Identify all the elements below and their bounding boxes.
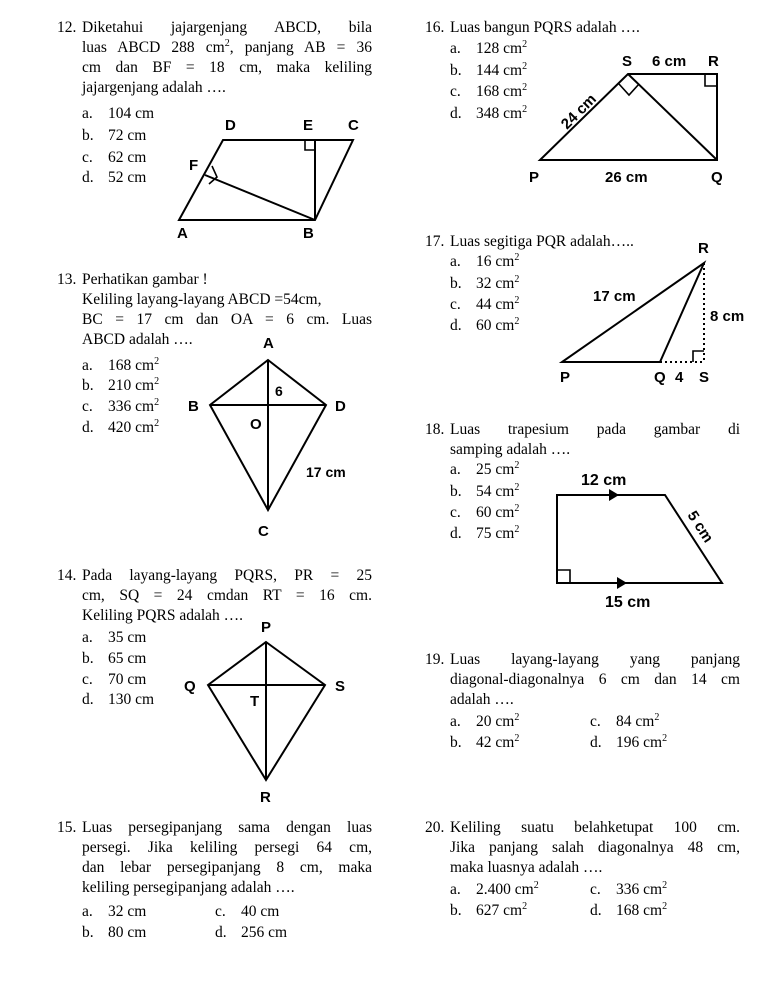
- question-number: 15.: [57, 819, 77, 836]
- option-letter: d.: [215, 924, 227, 941]
- right-angle-bottom-left: [557, 570, 570, 583]
- option-c: [215, 902, 279, 922]
- option-a: [82, 628, 146, 648]
- vertex-a: A: [263, 335, 274, 352]
- question-number: 20.: [425, 819, 445, 836]
- option-d: [450, 104, 527, 124]
- parallelogram-outline: [179, 140, 353, 220]
- option-letter: c.: [450, 83, 461, 100]
- label-pq: 26 cm: [605, 169, 648, 186]
- option-text: 32 $cm^2$: [476, 273, 520, 292]
- vertex-c: C: [258, 523, 269, 540]
- option-b: [82, 376, 159, 396]
- vertex-p: P: [529, 169, 540, 186]
- height-line-bf: [205, 175, 315, 220]
- option-b: [450, 482, 519, 502]
- option-text: 627 $cm^2$: [476, 900, 528, 919]
- option-d: [590, 901, 667, 921]
- option-c: [590, 712, 659, 732]
- option-letter: c.: [590, 713, 601, 730]
- trapezoid-figure: [545, 465, 755, 615]
- kite-figure-abcd: [180, 330, 360, 545]
- question-number: 13.: [57, 271, 77, 288]
- vertex-b: B: [303, 225, 314, 242]
- label-ps: 24 cm: [557, 90, 600, 133]
- option-letter: d.: [590, 902, 602, 919]
- stem-line: Keliling layang-layang ABCD =54cm,: [82, 291, 322, 308]
- option-text: 336 $cm^2$: [108, 396, 160, 415]
- option-letter: b.: [450, 62, 462, 79]
- option-d: [450, 316, 519, 336]
- diagonal-qs: [628, 74, 717, 160]
- option-b: [82, 649, 146, 669]
- option-text: 256 cm: [241, 924, 288, 941]
- option-letter: b.: [450, 483, 462, 500]
- option-letter: a.: [450, 881, 461, 898]
- vertex-s: S: [699, 369, 710, 386]
- label-top: 12 cm: [581, 472, 627, 489]
- option-text: 144 $cm^2$: [476, 60, 528, 79]
- question-15: [57, 818, 377, 948]
- stem-line: Luas layang-layang yang panjang: [450, 651, 740, 668]
- option-text: 75 $cm^2$: [476, 523, 520, 542]
- stem-line: keliling persegipanjang adalah ….: [82, 879, 295, 896]
- option-a: [450, 880, 539, 900]
- stem-line: cm dan BF = 18 cm, maka keliling: [82, 59, 372, 76]
- stem-line: Keliling PQRS adalah ….: [82, 607, 244, 624]
- option-letter: d.: [82, 419, 94, 436]
- option-d: [215, 923, 287, 943]
- option-text: 60 $cm^2$: [476, 315, 520, 334]
- option-text: 104 cm: [108, 105, 155, 122]
- vertex-r: R: [260, 789, 271, 806]
- vertex-b: B: [188, 398, 199, 415]
- option-letter: c.: [450, 296, 461, 313]
- option-text: 80 cm: [108, 924, 147, 941]
- stem-line: samping adalah ….: [450, 441, 571, 458]
- option-a: [450, 712, 519, 732]
- vertex-d: D: [335, 398, 346, 415]
- option-d: [450, 524, 519, 544]
- label-pr: 17 cm: [593, 288, 636, 305]
- option-letter: a.: [450, 253, 461, 270]
- option-letter: b.: [82, 127, 94, 144]
- option-b: [450, 733, 519, 753]
- stem-line: diagonal-diagonalnya 6 cm dan 14 cm: [450, 671, 740, 688]
- option-letter: a.: [450, 713, 461, 730]
- option-text: 62 cm: [108, 149, 147, 166]
- option-text: 420 $cm^2$: [108, 417, 160, 436]
- vertex-p: P: [560, 369, 571, 386]
- option-letter: b.: [450, 275, 462, 292]
- question-stem: [450, 818, 740, 878]
- option-c: [82, 148, 146, 168]
- question-19: [425, 650, 745, 760]
- stem-line: jajargenjang adalah ….: [82, 79, 226, 96]
- vertex-q: Q: [654, 369, 666, 386]
- option-letter: c.: [82, 398, 93, 415]
- option-letter: d.: [450, 317, 462, 334]
- option-text: 210 $cm^2$: [108, 375, 160, 394]
- stem-line: Luas trapesium pada gambar di: [450, 421, 740, 438]
- center-o: O: [250, 416, 262, 433]
- option-text: 65 cm: [108, 650, 147, 667]
- stem-line: Luas persegipanjang sama dengan luas: [82, 819, 372, 836]
- stem-line: cm, SQ = 24 cmdan RT = 16 cm.: [82, 587, 372, 604]
- option-d: [82, 168, 146, 188]
- option-a: [450, 252, 519, 272]
- question-stem: [450, 18, 740, 38]
- option-letter: b.: [82, 924, 94, 941]
- option-text: 20 $cm^2$: [476, 711, 520, 730]
- question-stem: [450, 420, 740, 460]
- option-letter: d.: [590, 734, 602, 751]
- label-qs: 4: [675, 369, 684, 386]
- option-d: [590, 733, 667, 753]
- stem-line: Perhatikan gambar !: [82, 271, 208, 288]
- triangle-outline: [562, 263, 704, 362]
- stem-line: Jika panjang salah diagonalnya 48 cm,: [450, 839, 740, 856]
- stem-line: persegi. Jika keliling persegi 64 cm,: [82, 839, 372, 856]
- option-text: 54 $cm^2$: [476, 481, 520, 500]
- option-text: 60 $cm^2$: [476, 502, 520, 521]
- option-c: [82, 397, 159, 417]
- option-text: 25 $cm^2$: [476, 459, 520, 478]
- question-stem: [82, 18, 372, 98]
- option-letter: a.: [82, 357, 93, 374]
- option-letter: c.: [215, 903, 226, 920]
- option-text: 42 $cm^2$: [476, 732, 520, 751]
- vertex-d: D: [225, 117, 236, 134]
- option-d: [82, 690, 154, 710]
- option-letter: c.: [590, 881, 601, 898]
- option-b: [82, 126, 146, 146]
- question-stem: [450, 650, 740, 710]
- option-b: [82, 923, 146, 943]
- stem-line: luas ABCD 288 $cm^2$, panjang AB = 36: [82, 37, 372, 56]
- option-a: [450, 39, 527, 59]
- option-c: [450, 82, 527, 102]
- question-stem: [82, 818, 372, 898]
- option-letter: b.: [450, 902, 462, 919]
- triangle-pqr-figure: [550, 236, 762, 386]
- vertex-q: Q: [711, 169, 723, 186]
- vertex-f: F: [189, 157, 199, 174]
- stem-line: Diketahui jajargenjang ABCD, bila: [82, 19, 372, 36]
- option-letter: d.: [450, 525, 462, 542]
- option-letter: c.: [450, 504, 461, 521]
- option-a: [82, 104, 154, 124]
- option-a: [450, 460, 519, 480]
- stem-line: BC = 17 cm dan OA = 6 cm. Luas: [82, 311, 372, 328]
- stem-line: maka luasnya adalah ….: [450, 859, 603, 876]
- question-20: [425, 818, 745, 928]
- quadrilateral-pqrs-figure: [525, 50, 740, 195]
- option-text: 196 $cm^2$: [616, 732, 668, 751]
- option-a: [82, 902, 146, 922]
- option-text: 72 cm: [108, 127, 147, 144]
- vertex-q: Q: [184, 678, 196, 695]
- vertex-e: E: [303, 117, 314, 134]
- option-letter: b.: [82, 650, 94, 667]
- stem-line: Luas bangun PQRS adalah ….: [450, 19, 640, 36]
- option-b: [450, 61, 527, 81]
- option-text: 40 cm: [241, 903, 280, 920]
- option-letter: a.: [82, 629, 93, 646]
- option-letter: a.: [450, 461, 461, 478]
- arrow-bottom: [617, 577, 627, 589]
- option-text: 70 cm: [108, 671, 147, 688]
- question-number: 18.: [425, 421, 445, 438]
- right-angle-f: [209, 166, 217, 184]
- vertex-s: S: [622, 53, 633, 70]
- stem-line: Keliling suatu belahketupat 100 cm.: [450, 819, 740, 836]
- option-c: [450, 503, 519, 523]
- vertex-r: R: [708, 53, 719, 70]
- option-letter: b.: [450, 734, 462, 751]
- option-text: 44 $cm^2$: [476, 294, 520, 313]
- option-text: 52 cm: [108, 169, 147, 186]
- option-a: [82, 356, 159, 376]
- option-text: 128 $cm^2$: [476, 38, 528, 57]
- option-text: 168 $cm^2$: [616, 900, 668, 919]
- label-slant: 5 cm: [683, 507, 717, 546]
- question-number: 12.: [57, 19, 77, 36]
- option-text: 2.400 $cm^2$: [476, 879, 539, 898]
- kite-figure-pqrs: [180, 614, 360, 809]
- stem-line: dan lebar persegipanjang 8 cm, maka: [82, 859, 372, 876]
- option-text: 32 cm: [108, 903, 147, 920]
- vertex-p: P: [261, 619, 272, 636]
- option-letter: c.: [82, 671, 93, 688]
- option-b: [450, 274, 519, 294]
- option-letter: d.: [450, 105, 462, 122]
- option-letter: a.: [82, 105, 93, 122]
- option-letter: c.: [82, 149, 93, 166]
- option-d: [82, 418, 159, 438]
- right-angle-e: [305, 140, 315, 150]
- stem-line: Luas segitiga PQR adalah…..: [450, 233, 634, 250]
- option-letter: a.: [82, 903, 93, 920]
- option-text: 35 cm: [108, 629, 147, 646]
- question-number: 17.: [425, 233, 445, 250]
- label-bc: 17 cm: [306, 464, 346, 480]
- option-letter: d.: [82, 691, 94, 708]
- question-number: 19.: [425, 651, 445, 668]
- option-c: [590, 880, 667, 900]
- option-text: 16 $cm^2$: [476, 251, 520, 270]
- option-b: [450, 901, 527, 921]
- right-angle-r: [705, 74, 717, 86]
- option-text: 168 $cm^2$: [108, 355, 160, 374]
- vertex-c: C: [348, 117, 359, 134]
- option-letter: b.: [82, 377, 94, 394]
- parallelogram-figure: [165, 110, 370, 245]
- option-text: 336 $cm^2$: [616, 879, 668, 898]
- question-number: 14.: [57, 567, 77, 584]
- option-text: 84 $cm^2$: [616, 711, 660, 730]
- label-bottom: 15 cm: [605, 594, 651, 611]
- label-rs: 8 cm: [710, 308, 745, 325]
- vertex-a: A: [177, 225, 188, 242]
- option-letter: d.: [82, 169, 94, 186]
- stem-line: Pada layang-layang PQRS, PR = 25: [82, 567, 372, 584]
- option-text: 130 cm: [108, 691, 155, 708]
- right-angle-s: [619, 84, 639, 95]
- question-number: 16.: [425, 19, 445, 36]
- vertex-r: R: [698, 240, 709, 257]
- option-text: 348 $cm^2$: [476, 103, 528, 122]
- option-c: [82, 670, 146, 690]
- option-text: 168 $cm^2$: [476, 81, 528, 100]
- right-angle-s: [693, 351, 704, 362]
- label-oa: 6: [275, 383, 283, 399]
- center-t: T: [250, 693, 260, 710]
- option-c: [450, 295, 519, 315]
- label-sr: 6 cm: [652, 53, 687, 70]
- vertex-s: S: [335, 678, 346, 695]
- stem-line: adalah ….: [450, 691, 514, 708]
- arrow-top: [609, 489, 619, 501]
- stem-line: ABCD adalah ….: [82, 331, 193, 348]
- option-letter: a.: [450, 40, 461, 57]
